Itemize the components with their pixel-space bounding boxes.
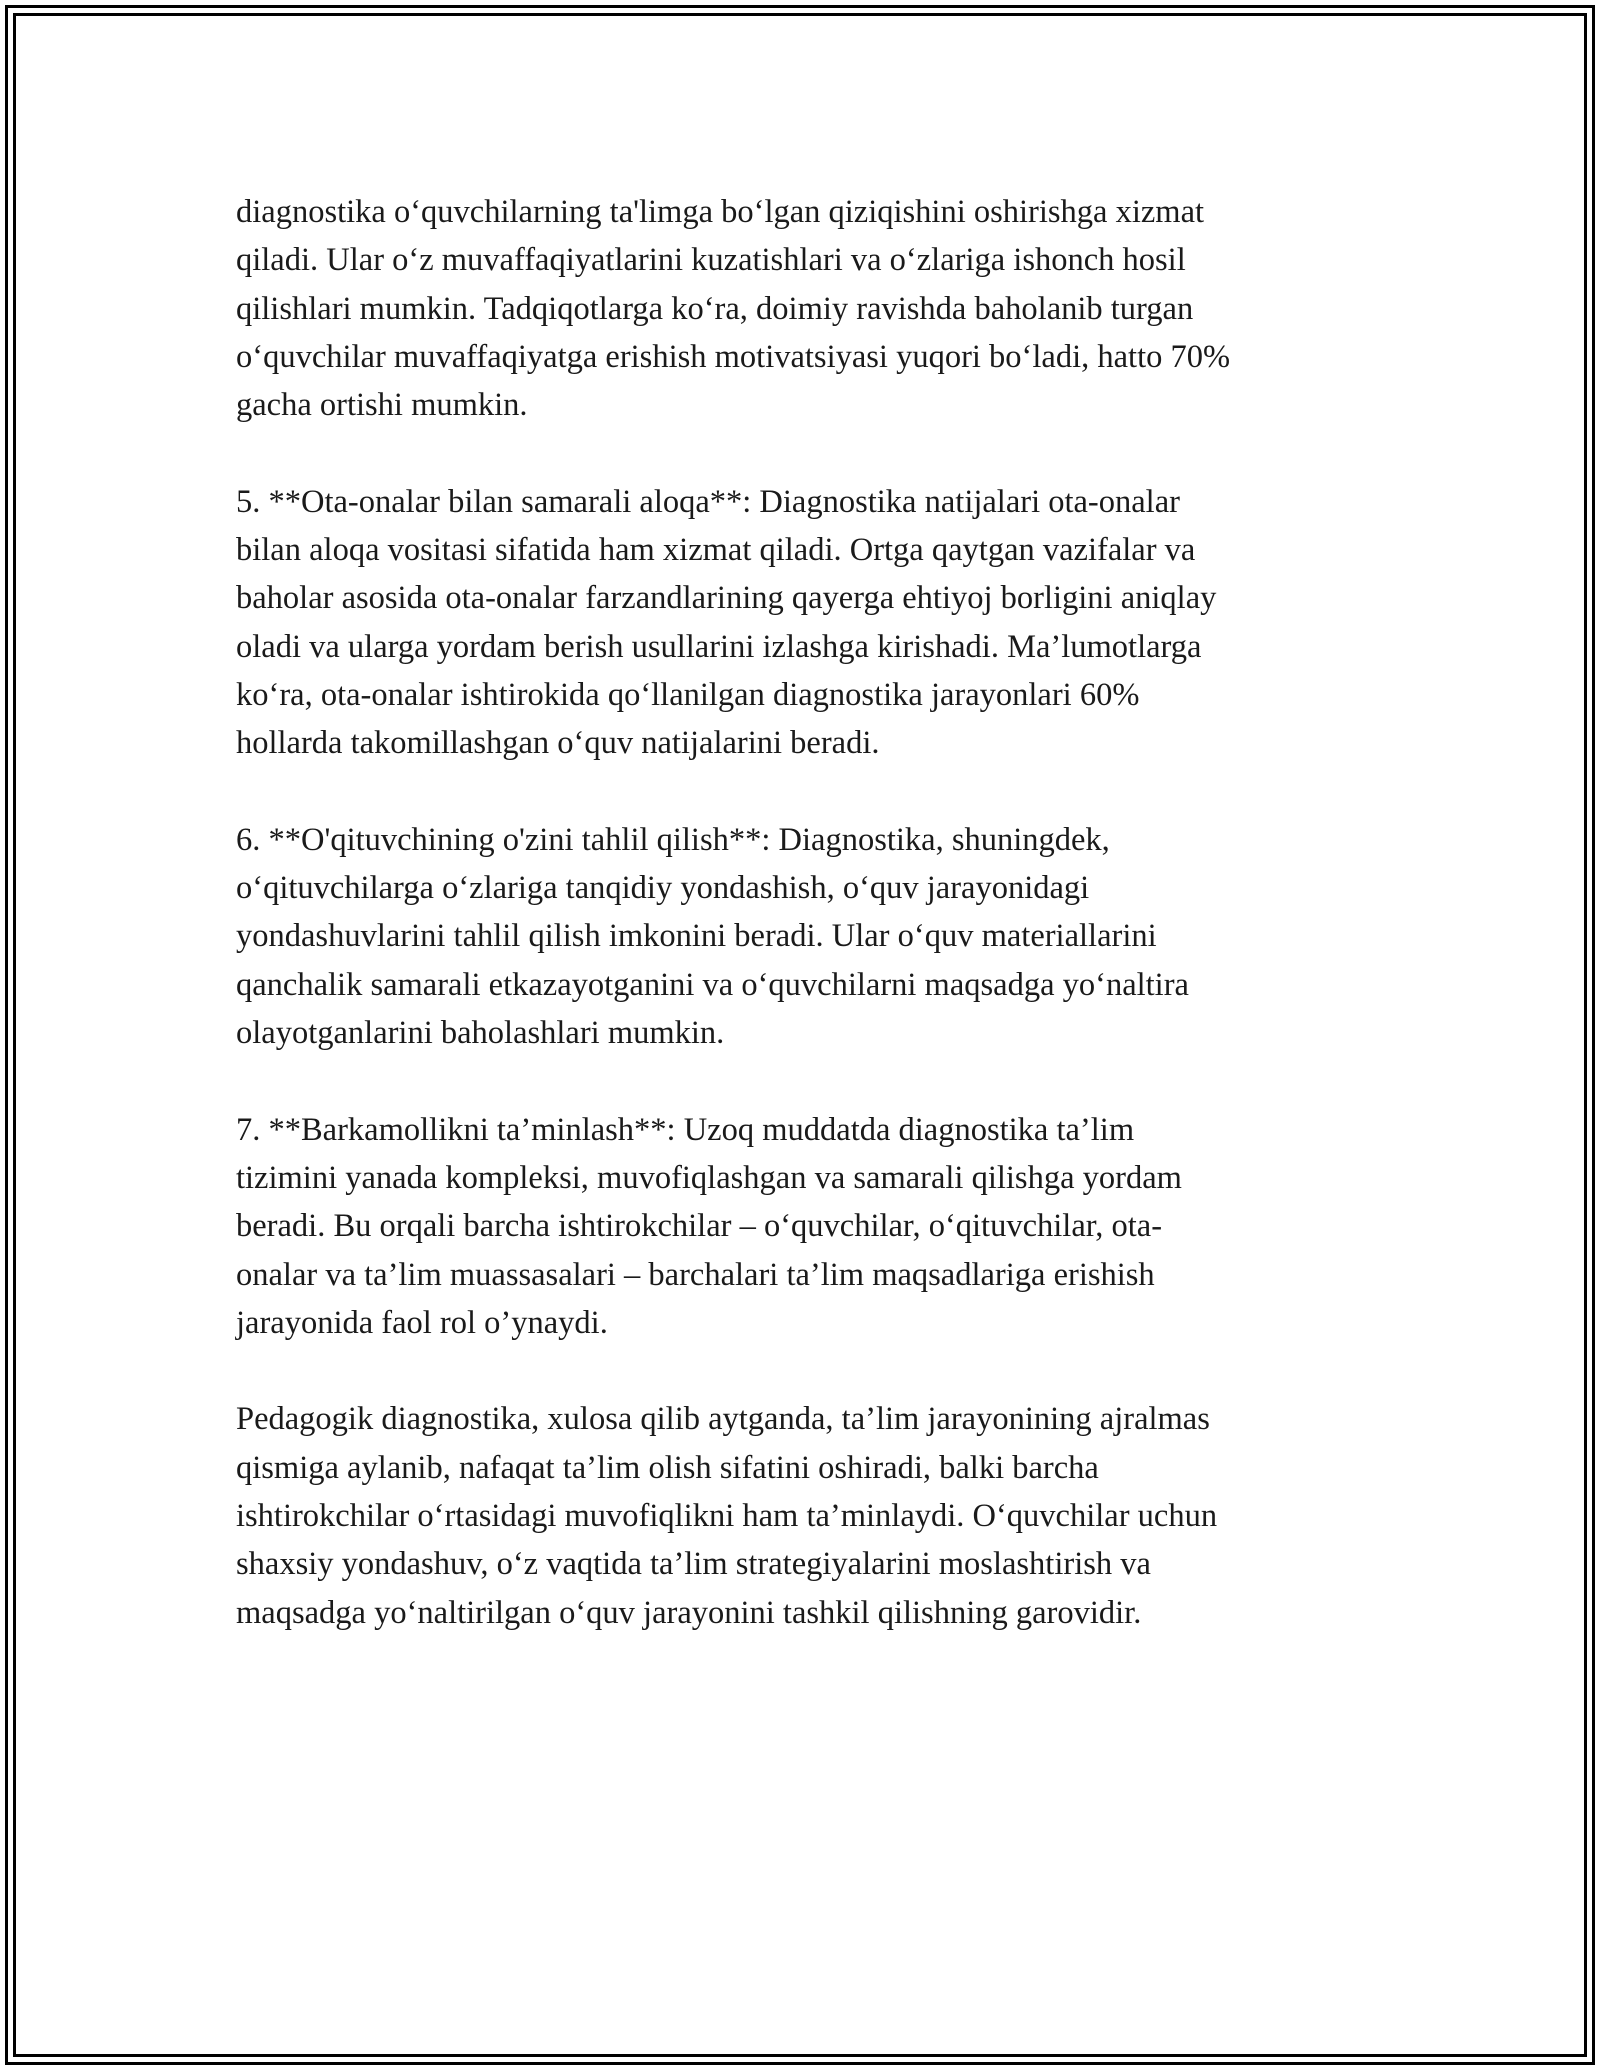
text-line: olayotganlarini baholashlari mumkin. <box>236 1015 725 1052</box>
text-line: ishtirokchilar o‘rtasidagi muvofiqlikni ham ta’minlaydi. O‘quvchilar uchun <box>236 1498 1218 1535</box>
paragraph-item-6 <box>236 816 1376 1057</box>
text-line: o‘quvchilar muvaffaqiyatga erishish motivatsiyasi yuqori bo‘ladi, hatto 70% <box>236 338 1231 375</box>
text-line: tizimini yanada kompleksi, muvofiqlashgan va samarali qilishga yordam <box>236 1159 1182 1196</box>
document-body <box>236 188 1376 1685</box>
text-line: 5. **Ota-onalar bilan samarali aloqa**: Diagnostika natijalari ota-onalar <box>236 483 1180 520</box>
text-line: ko‘ra, ota-onalar ishtirokida qo‘llanilgan diagnostika jarayonlari 60% <box>236 676 1140 713</box>
text-line: hollarda takomillashgan o‘quv natijalarini beradi. <box>236 725 880 762</box>
paragraph-conclusion <box>236 1395 1376 1636</box>
text-line: gacha ortishi mumkin. <box>236 387 528 424</box>
text-line: o‘qituvchilarga o‘zlariga tanqidiy yondashish, o‘quv jarayonidagi <box>236 870 1090 907</box>
text-line: qanchalik samarali etkazayotganini va o‘quvchilarni maqsadga yo‘naltira <box>236 966 1189 1003</box>
text-line: oladi va ularga yordam berish usullarini izlashga kirishadi. Ma’lumotlarga <box>236 628 1202 665</box>
text-line: qiladi. Ular o‘z muvaffaqiyatlarini kuzatishlari va o‘zlariga ishonch hosil <box>236 242 1186 279</box>
text-line: Pedagogik diagnostika, xulosa qilib aytganda, ta’lim jarayonining ajralmas <box>236 1401 1210 1438</box>
text-line: beradi. Bu orqali barcha ishtirokchilar – o‘quvchilar, o‘qituvchilar, ota- <box>236 1208 1163 1245</box>
text-line: bilan aloqa vositasi sifatida ham xizmat qiladi. Ortga qaytgan vazifalar va <box>236 532 1196 569</box>
paragraph-item-7 <box>236 1106 1376 1347</box>
text-line: 6. **O'qituvchining o'zini tahlil qilish**: Diagnostika, shuningdek, <box>236 821 1110 858</box>
paragraph-continuation <box>236 188 1376 429</box>
text-line: 7. **Barkamollikni ta’minlash**: Uzoq muddatda diagnostika ta’lim <box>236 1111 1135 1148</box>
text-line: diagnostika o‘quvchilarning ta'limga bo‘lgan qiziqishini oshirishga xizmat <box>236 194 1205 230</box>
text-line: jarayonida faol rol o’ynaydi. <box>236 1304 608 1341</box>
text-line: maqsadga yo‘naltirilgan o‘quv jarayonini tashkil qilishning garovidir. <box>236 1594 1142 1631</box>
text-line: onalar va ta’lim muassasalari – barchalari ta’lim maqsadlariga erishish <box>236 1256 1155 1293</box>
text-line: baholar asosida ota-onalar farzandlarining qayerga ehtiyoj borligini aniqlay <box>236 580 1217 617</box>
text-line: qismiga aylanib, nafaqat ta’lim olish sifatini oshiradi, balki barcha <box>236 1449 1099 1486</box>
text-line: shaxsiy yondashuv, o‘z vaqtida ta’lim strategiyalarini moslashtirish va <box>236 1546 1151 1583</box>
text-line: qilishlari mumkin. Tadqiqotlarga ko‘ra, doimiy ravishda baholanib turgan <box>236 290 1194 327</box>
paragraph-item-5 <box>236 478 1376 768</box>
text-line: yondashuvlarini tahlil qilish imkonini beradi. Ular o‘quv materiallarini <box>236 918 1157 955</box>
